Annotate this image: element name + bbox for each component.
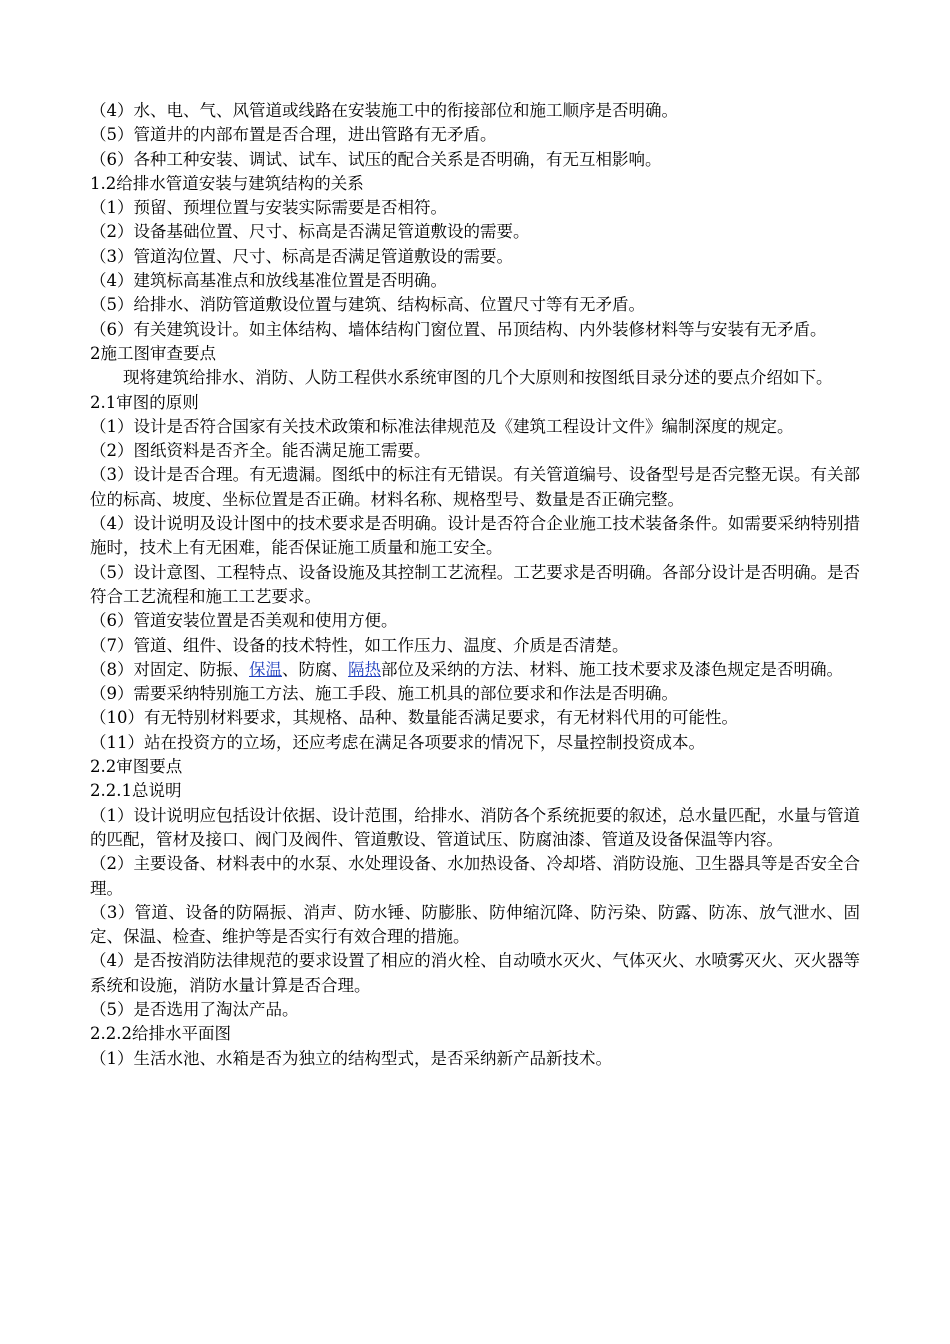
paragraph: （5）是否选用了淘汰产品。 <box>90 999 299 1019</box>
section-heading: 1.2给排水管道安装与建筑结构的关系 <box>90 173 364 193</box>
paragraph: （10）有无特别材料要求，其规格、品种、数量能否满足要求，有无材料代用的可能性。 <box>90 708 738 728</box>
text-span: 、防腐、 <box>282 659 348 679</box>
paragraph: （3）管道、设备的防隔振、消声、防水锤、防膨胀、防伸缩沉降、防污染、防露、防冻、放气泄水、固定、保温、检查、维护等是否实行有效合理的措施。 <box>90 902 860 947</box>
text-span: （8）对固定、防振、 <box>90 659 249 679</box>
paragraph: （4）建筑标高基准点和放线基准位置是否明确。 <box>90 271 447 291</box>
paragraph: （5）设计意图、工程特点、设备设施及其控制工艺流程。工艺要求是否明确。各部分设计是否明确。是否符合工艺流程和施工工艺要求。 <box>90 562 860 606</box>
section-heading: 2施工图审查要点 <box>90 343 216 363</box>
paragraph: （2）主要设备、材料表中的水泵、水处理设备、水加热设备、冷却塔、消防设施、卫生器具等是否安全合理。 <box>90 854 860 898</box>
paragraph: （5）管道井的内部布置是否合理，进出管路有无矛盾。 <box>90 125 497 145</box>
paragraph: （6）各种工种安装、调试、试车、试压的配合关系是否明确，有无互相影响。 <box>90 149 662 169</box>
paragraph: （4）水、电、气、风管道或线路在安装施工中的衔接部位和施工顺序是否明确。 <box>90 101 678 120</box>
link-insulation[interactable]: 保温 <box>249 659 282 679</box>
section-heading: 2.2.1总说明 <box>90 781 182 801</box>
paragraph-with-links <box>90 658 860 682</box>
paragraph-indented: 现将建筑给排水、消防、人防工程供水系统审图的几个大原则和按图纸目录分述的要点介绍如下。 <box>123 368 833 388</box>
paragraph: （1）设计是否符合国家有关技术政策和标准法律规范及《建筑工程设计文件》编制深度的规定。 <box>90 416 794 436</box>
paragraph: （3）管道沟位置、尺寸、标高是否满足管道敷设的需要。 <box>90 246 513 266</box>
paragraph: （7）管道、组件、设备的技术特性，如工作压力、温度、介质是否清楚。 <box>90 635 629 655</box>
link-heat-isolation[interactable]: 隔热 <box>348 659 381 679</box>
paragraph: （6）管道安装位置是否美观和使用方便。 <box>90 611 398 631</box>
section-heading: 2.2.2给排水平面图 <box>90 1024 231 1044</box>
paragraph: （4）是否按消防法律规范的要求设置了相应的消火栓、自动喷水灭火、气体灭火、水喷雾灭火、灭火器等系统和设施，消防水量计算是否合理。 <box>90 951 860 995</box>
paragraph: （1）预留、预埋位置与安装实际需要是否相符。 <box>90 198 447 218</box>
paragraph: （2）图纸资料是否齐全。能否满足施工需要。 <box>90 441 431 461</box>
paragraph: （3）设计是否合理。有无遗漏。图纸中的标注有无错误。有关管道编号、设备型号是否完整无误。有关部位的标高、坡度、坐标位置是否正确。材料名称、规格型号、数量是否正确完整。 <box>90 465 860 509</box>
paragraph: （9）需要采纳特别施工方法、施工手段、施工机具的部位要求和作法是否明确。 <box>90 684 678 704</box>
document-page <box>90 99 860 1071</box>
paragraph: （5）给排水、消防管道敷设位置与建筑、结构标高、位置尺寸等有无矛盾。 <box>90 295 645 315</box>
paragraph: （2）设备基础位置、尺寸、标高是否满足管道敷设的需要。 <box>90 222 530 242</box>
text-span: 部位及采纳的方法、材料、施工技术要求及漆色规定是否明确。 <box>381 659 843 679</box>
paragraph: （6）有关建筑设计。如主体结构、墙体结构门窗位置、吊顶结构、内外装修材料等与安装有无矛盾。 <box>90 319 827 339</box>
section-heading: 2.1审图的原则 <box>90 392 199 412</box>
paragraph: （1）设计说明应包括设计依据、设计范围，给排水、消防各个系统扼要的叙述，总水量匹配，水量与管道的匹配，管材及接口、阀门及阀件、管道敷设、管道试压、防腐油漆、管道及设备保温等内容。 <box>90 805 860 849</box>
section-heading: 2.2审图要点 <box>90 757 183 777</box>
paragraph: （1）生活水池、水箱是否为独立的结构型式，是否采纳新产品新技术。 <box>90 1048 612 1068</box>
paragraph: （11）站在投资方的立场，还应考虑在满足各项要求的情况下，尽量控制投资成本。 <box>90 732 705 752</box>
paragraph: （4）设计说明及设计图中的技术要求是否明确。设计是否符合企业施工技术装备条件。如需要采纳特别措施时，技术上有无困难，能否保证施工质量和施工安全。 <box>90 514 860 558</box>
